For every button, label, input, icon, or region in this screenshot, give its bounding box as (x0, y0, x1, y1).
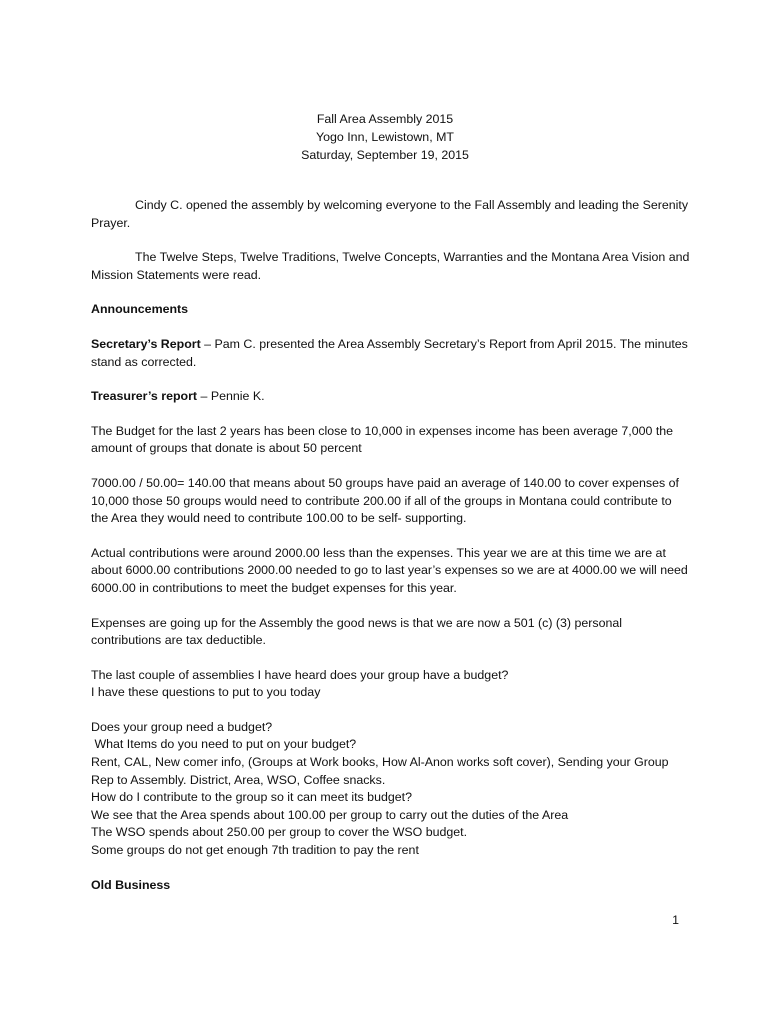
treasurer-report-paragraph (91, 388, 691, 406)
treasurer-report-text: – Pennie K. (197, 389, 265, 404)
question-line: How do I contribute to the group so it can meet its budget? (91, 790, 412, 805)
question-line: What Items do you need to put on your budget? (91, 737, 357, 752)
question-line: The WSO spends about 250.00 per group to cover the WSO budget. (91, 825, 468, 840)
document-header (0, 111, 770, 165)
document-date: Saturday, September 19, 2015 (301, 148, 469, 162)
secretary-report-heading: Secretary’s Report (91, 336, 201, 351)
question-line: Does your group need a budget? (91, 719, 273, 734)
secretary-report-text: – Pam C. presented the Area Assembly Secretary’s Report from April 2015. The minutes stand as corrected. (91, 336, 688, 369)
contribution-calc-paragraph: 7000.00 / 50.00= 140.00 that means about 50 groups have paid an average of 140.00 to cover expenses of 10,000 those 50 groups would need to contribute 200.00 if all of the groups in Montana could contribute to the Area they would need to contribute 100.00 to be self- supporting. (91, 475, 679, 526)
budget-questions-line-1: The last couple of assemblies I have heard does your group have a budget? (91, 667, 509, 682)
budget-paragraph: The Budget for the last 2 years has been close to 10,000 in expenses income has been average 7,000 the amount of groups that donate is about 50 percent (91, 423, 674, 456)
budget-questions-list (91, 719, 691, 860)
actual-contributions-paragraph: Actual contributions were around 2000.00 less than the expenses. This year we are at this time we are at about 6000.00 contributions 2000.00 needed to go to last year’s expenses so we are at 4000.00 we will need 6000.00 in contributions to meet the budget expenses for this year. (91, 545, 688, 595)
expenses-paragraph: Expenses are going up for the Assembly the good news is that we are now a 501 (c) (3) personal contributions are tax deductible. (91, 615, 623, 648)
budget-questions-line-2: I have these questions to put to you today (91, 685, 321, 700)
question-line: Some groups do not get enough 7th tradition to pay the rent (91, 843, 419, 858)
budget-questions-intro (91, 667, 691, 702)
question-line: We see that the Area spends about 100.00 per group to carry out the duties of the Area (91, 807, 569, 822)
old-business-heading: Old Business (91, 877, 171, 892)
announcements-heading: Announcements (91, 302, 189, 317)
treasurer-report-heading: Treasurer’s report (91, 389, 198, 404)
opening-paragraph: Cindy C. opened the assembly by welcoming everyone to the Fall Assembly and leading the Serenity Prayer. (91, 198, 689, 230)
document-title: Fall Area Assembly 2015 (316, 112, 454, 126)
document-body (91, 197, 691, 911)
page-number: 1 (672, 913, 679, 927)
readings-paragraph: The Twelve Steps, Twelve Traditions, Twelve Concepts, Warranties and the Montana Area Vision and Mission Statements were read. (91, 250, 690, 282)
document-location: Yogo Inn, Lewistown, MT (316, 130, 454, 144)
question-line: Rent, CAL, New comer info, (Groups at Work books, How Al-Anon works soft cover), Sending your Group Rep to Assembly. District, Area, WSO, Coffee snacks. (91, 755, 669, 787)
secretary-report-paragraph (91, 336, 691, 371)
